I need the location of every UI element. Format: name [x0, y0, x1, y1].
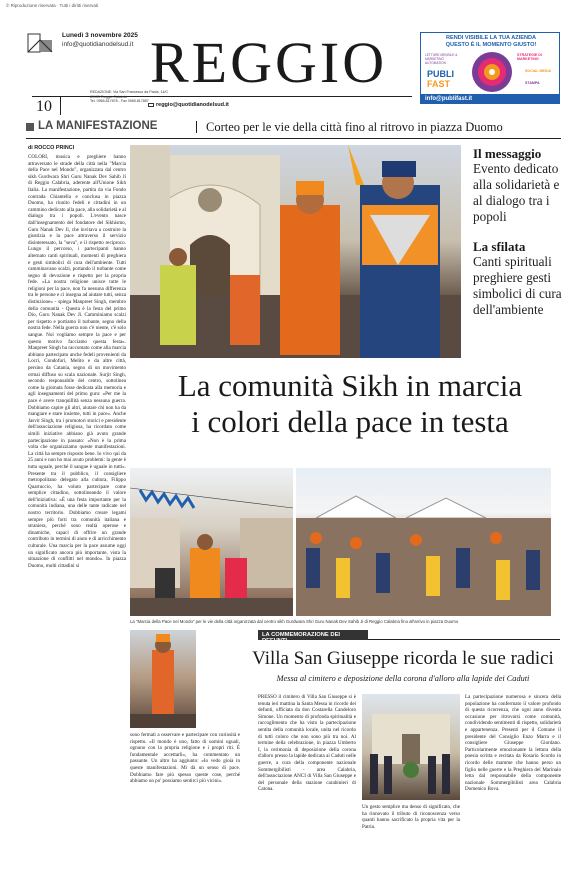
page-number-divider: [60, 97, 61, 115]
main-headline-line-2: i colori della pace in testa: [191, 404, 509, 439]
publifast-ad[interactable]: [420, 32, 560, 104]
villa-san-giuseppe-photo: [362, 694, 460, 800]
ad-right-mid: SOCIAL MEDIA: [525, 69, 552, 73]
kicker-bottom-rule: [26, 138, 561, 139]
ceremony-scene-illustration: [362, 694, 460, 800]
second-article-kicker-rule: [368, 639, 560, 640]
ad-email[interactable]: info@publifast.it: [421, 94, 560, 104]
ad-brand-2: FAST: [427, 79, 451, 89]
main-headline-line-1: La comunità Sikh in marcia: [177, 368, 523, 403]
second-article-col1: PRESSO il cimitero di Villa San Giuseppe si è tenuta ieri mattina la Santa Messa in ricordo dei defunti, officiata da don Costarella Candeloro Simone. Un momento di profonda spiritualità e raccoglimento che ha visto la partecipazione sentita della comunità locale, unita nel ricordo di tutti coloro che non sono più tra noi. Al termine della celebrazione, in piazza Umberto I, la cerimonia di deposizione della corona d'alloro presso la lapide dedicata ai Caduti nelle guerre, a cura della componente nazionale Sommergibilisti - area Calabria, dell'associazione ANCI di Villa San Giuseppe e del personale della stazione carabinieri di Catona.: [258, 694, 356, 793]
sikh-march-photo: [130, 145, 461, 358]
redazione-line: REDAZIONE: Via San Francesco da Paola, 14/C: [90, 90, 169, 94]
photo-caption: La "Marcia della Pace nel Mondo" per le vie della città organizzata dal centro sikh Gurdwara Shri Guru Nanak Dev Sahib Ji di Reggio Calabria fino all'arrivo in piazza Duomo: [130, 619, 459, 624]
sidebar-text-messaggio: Evento dedicato alla solidarietà e al dialogo tra i popoli: [473, 161, 560, 224]
ad-right-bot: STAMPA: [525, 81, 540, 85]
kicker-bar: [26, 120, 561, 134]
kicker-marker: [26, 123, 34, 131]
kicker-subtitle: Corteo per le vie della città fino al ritrovo in piazza Duomo: [206, 120, 503, 134]
detail-scene-illustration: [130, 630, 196, 728]
ad-target-icon: [471, 51, 513, 93]
redazione-email-text: reggio@quotidianodelsud.it: [156, 102, 229, 108]
street-scene-illustration: [130, 468, 293, 616]
sidebar-text-sfilata: Canti spirituali preghiere gesti simbolici di cura dell'ambiente: [473, 254, 562, 317]
ad-brand-1: PUBLI: [427, 69, 454, 79]
envelope-icon: [148, 103, 154, 107]
page-number: 10: [36, 98, 52, 115]
copyright-note: © Riproduzione riservata · Tutti i diritti riservati: [6, 3, 99, 8]
second-article-photo-caption: Un gesto semplice ma denso di significato, che ha rinnovato il tributo di riconoscenza verso quanti hanno sacrificato la propria vita per la Patria.: [362, 804, 460, 830]
ad-left-note: LETTURE MENSILE & MARKETING AUTOMATION: [425, 53, 458, 65]
ad-brand: [427, 69, 454, 89]
second-article-col3: La partecipazione numerosa e sincera della popolazione ha confermato il valore profondo di questa ricorrenza, che ogni anno diventa occasione per ritrovarsi come comunità, condividendo sentimenti di rispetto, solidarietà e appartenenza. Presenti per il Comune il presidente del Consiglio Enzo Marra e il consigliere Giuseppe Giordano. Particolarmente emozionante la lettura della poesia scritta e recitata da Rosario Scordo in ricordo delle mamme che hanno perso un figlio nelle guerre e la Preghiera del Marinaio letta dal responsabile della componente nazionale Sommergibilisti area Calabria Domenico Bova.: [465, 694, 561, 793]
issue-email[interactable]: info@quotidianodelsud.it: [62, 41, 134, 48]
issue-date: Lunedì 3 novembre 2025: [62, 32, 138, 39]
procession-street-photo: [130, 468, 293, 616]
main-article-continuation: sono fermati a osservare e partecipare con curiosità e rispetto. «Il mondo è uno, fatto di uomini uguali, ognuno con la propria religione e i propri riti. È fondamentale accettarli», ha commentato un passante. Un altro ha aggiunto: «Io vedo gioia in queste manifestazioni. Mi dà un senso di pace. Dobbiamo fare più spesso queste cose, perché abbiamo un po' possiamo sentirci più vicini».: [130, 732, 240, 785]
piazza-scene-illustration: [296, 468, 551, 616]
section-title: REGGIO: [150, 30, 388, 95]
sidebar: [473, 146, 563, 318]
redazione-line: Tel. 0965.817878 - Fax 0965.817887: [90, 99, 149, 103]
main-article-text: COLORI, musica e preghiere hanno attraversato le strade della città nella "Marcia della Pace nel Mondo", organizzata dal centro sikh Gurdwara Shri Guru Nanak Dev Sahib Ji di Reggio Calabria, aderente all'Unione Sikh Italia. La manifestazione, partita da via Fondo contrada Chiantella e conclusa in piazza Duomo, ha riunito fedeli e cittadini in un cammino dedicato alla pace, alla solidarietà e al dialogo tra i popoli. L'evento nasce dall'insegnamento del fondatore del Sikhismo, Guru Nanak Dev Ji, che invitava a costruire la giustizia e la pace attraverso il servizio disinteressato, la "seva", e il rispetto reciproco. Lungo il percorso, i partecipanti hanno alternato canti spirituali, momenti di preghiera e gesti simbolici di cura dell'ambiente. Tutti camminavano scalzi, portando il turbante come segno di devozione e rispetto per la propria fede. «La nostra religione unisce tutte le religioni per la pace, non fa nessuna differenza tra le persone e ci insegna ad aiutare tutti, senza distinzione» - spiega Manpreet Singh, membro della comunità - Questa è la festa del primo Dio, Guru Nanak Dev Ji. Camminiamo scalzi per rispetto e portiamo il turbante, segno della nostra fede. Nella guerra non c'è niente, c'è solo sangue. Noi vogliamo sempre la pace e per questo motivo facciamo questa festa». Manpreet Singh ha raccontato come alla marcia abbiano partecipato anche fedeli provenienti da Locri, Condofuri, Melito e da altre città, persino da Catania, segno di un movimento ormai diffuso su scala nazionale. Surjit Singh, secondo responsabile del centro, sottolinea come la giornata fosse dedicata alla memoria e agli insegnamenti del primo guru: «Per me la pace è avere tranquillità senza nessuna guerra. Dobbiamo capire gli altri, aiutare chi non ha da mangiare e stare insieme, tutti in pace». Anche Jasvir Singh, tra i promotori storici e presidente dell'associazione religiosa, ha ricordato come simili iniziative abbiano già avuto grande partecipazione in passato: «Non è la prima volta che organizziamo queste manifestazioni. La città ha sempre risposto bene. Io vivo qui da 25 anni e non ho mai avuto problemi: la gente è tutta uguale, perché il sangue è uguale in tutti». Presente tra il pubblico, il consigliere metropolitano delegato alla cultura, Filippo Quartuccio, ha voluto partecipare come semplice cittadino, sottolineando il valore dell'iniziativa: «È una festa importante per la comunità indiana, una delle tante radicate nel nostro territorio. Dobbiamo creare legami sempre più forti tra comunità italiana e straniera, perché sono realtà operose e dinamiche, capaci di offrire un grande contributo in termini di aiuto e di arricchimento culturale. Una marcia per la pace assume oggi un significato ancora più importante, vista la situazione di conflitti nel mondo». In piazza Duomo, molti cittadini si: [28, 154, 126, 569]
kicker-divider: [196, 121, 197, 133]
redazione-email[interactable]: [148, 102, 229, 108]
byline: di ROCCO PRINCI: [28, 145, 75, 151]
march-detail-photo: [130, 630, 196, 728]
march-scene-illustration: [130, 145, 461, 358]
main-headline: [130, 368, 570, 440]
newspaper-logo-icon: [26, 32, 54, 54]
sidebar-title-sfilata: La sfilata: [473, 239, 526, 254]
ad-right-top: STRATEGIE DI MARKETING: [517, 53, 542, 61]
second-article-headline: Villa San Giuseppe ricorda le sue radici: [252, 648, 554, 669]
ad-headline-2: QUESTO È IL MOMENTO GIUSTO!: [445, 42, 537, 48]
masthead-rule: [32, 96, 412, 97]
sidebar-title-messaggio: Il messaggio: [473, 146, 542, 161]
redazione-line: 89100 Reggio Calabria: [90, 94, 127, 99]
piazza-duomo-photo: [296, 468, 551, 616]
second-article-subheadline: Messa al cimitero e deposizione della corona d'alloro alla lapide dei Caduti: [276, 674, 530, 683]
ad-headline-1: RENDI VISIBILE LA TUA AZIENDA: [445, 35, 537, 41]
kicker-label: LA MANIFESTAZIONE: [38, 120, 158, 132]
second-article-kicker: LA COMMEMORAZIONE DEI DEFUNTI: [258, 630, 368, 640]
